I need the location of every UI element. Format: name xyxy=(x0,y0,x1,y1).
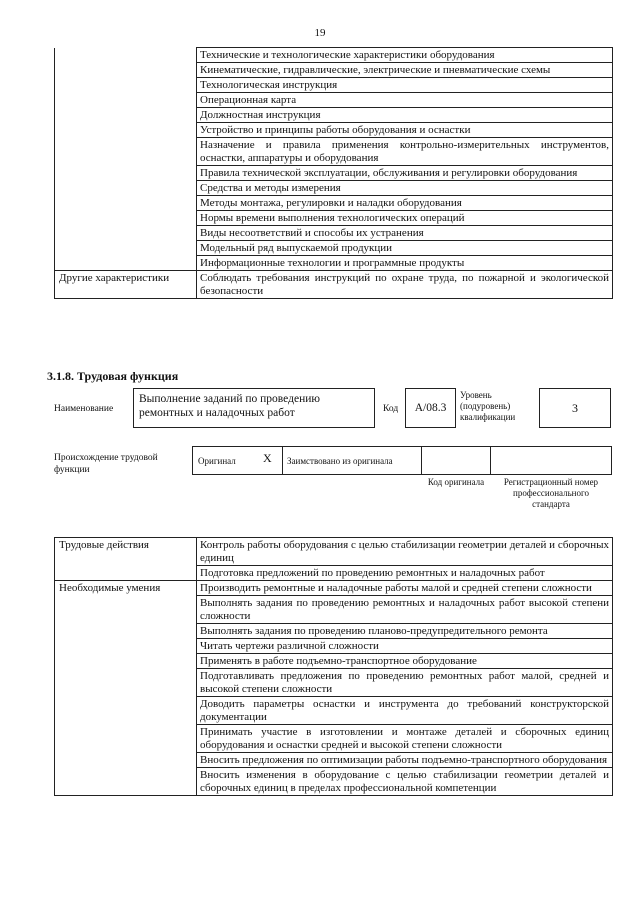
table-cell: Должностная инструкция xyxy=(197,108,613,123)
section-title: 3.1.8. Трудовая функция xyxy=(47,369,179,383)
table-row xyxy=(55,48,613,63)
table-cell: Выполнять задания по проведению ремонтных и наладочных работ высокой степени сложности xyxy=(197,596,613,624)
table-cell: Назначение и правила применения контрольно-измерительных инструментов, оснастки, аппаратуры и оборудования xyxy=(197,138,613,166)
reg-number-label: Регистрационный номер профессионального стандарта xyxy=(503,477,599,509)
table-cell: Читать чертежи различной сложности xyxy=(197,639,613,654)
origin-code-cell xyxy=(421,446,491,475)
row-category: Необходимые умения xyxy=(55,581,197,796)
origin-code-label: Код оригинала xyxy=(427,477,485,487)
actions-skills-table xyxy=(54,537,613,796)
row-category: Другие характеристики xyxy=(55,271,197,299)
name-label: Наименование xyxy=(54,404,114,414)
table-cell: Средства и методы измерения xyxy=(197,181,613,196)
table-cell: Виды несоответствий и способы их устранения xyxy=(197,226,613,241)
table-cell: Технологическая инструкция xyxy=(197,78,613,93)
row-category: Трудовые действия xyxy=(55,538,197,581)
borrowed-label: Заимствовано из оригинала xyxy=(287,456,393,466)
original-cell xyxy=(192,446,283,475)
table-cell: Вносить изменения в оборудование с целью стабилизации геометрии деталей и сборочных единиц в пределах профессиональной компетенции xyxy=(197,768,613,796)
table-cell: Доводить параметры оснастки и инструмента до требований конструкторской документации xyxy=(197,697,613,725)
table-cell: Методы монтажа, регулировки и наладки оборудования xyxy=(197,196,613,211)
table-row xyxy=(55,581,613,596)
table-row xyxy=(55,538,613,566)
name-value: Выполнение заданий по проведению ремонтных и наладочных работ xyxy=(133,388,375,428)
original-label: Оригинал xyxy=(198,456,236,466)
table-cell: Правила технической эксплуатации, обслуживания и регулировки оборудования xyxy=(197,166,613,181)
table-cell: Производить ремонтные и наладочные работы малой и средней степени сложности xyxy=(197,581,613,596)
table-cell: Выполнять задания по проведению планово-предупредительного ремонта xyxy=(197,624,613,639)
table-cell: Подготавливать предложения по проведению ремонтных работ малой, средней и высокой степени сложности xyxy=(197,669,613,697)
original-mark: X xyxy=(263,451,272,465)
table-cell: Нормы времени выполнения технологических операций xyxy=(197,211,613,226)
code-label: Код xyxy=(383,404,399,414)
table-cell: Соблюдать требования инструкций по охране труда, по пожарной и экологической безопасности xyxy=(197,271,613,299)
table-row xyxy=(55,271,613,299)
level-label: Уровень (подуровень) квалификации xyxy=(460,390,516,422)
code-value: А/08.3 xyxy=(405,388,456,428)
table-cell: Технические и технологические характеристики оборудования xyxy=(197,48,613,63)
knowledge-table xyxy=(54,47,613,299)
table-cell: Применять в работе подъемно-транспортное оборудование xyxy=(197,654,613,669)
origin-label: Происхождение трудовой функции xyxy=(54,453,158,475)
table-cell: Кинематические, гидравлические, электрические и пневматические схемы xyxy=(197,63,613,78)
level-value: 3 xyxy=(539,388,611,428)
table-cell: Устройство и принципы работы оборудования и оснастки xyxy=(197,123,613,138)
table-cell: Модельный ряд выпускаемой продукции xyxy=(197,241,613,256)
page-number: 19 xyxy=(314,27,326,39)
borrowed-cell xyxy=(282,446,422,475)
table-cell: Подготовка предложений по проведению ремонтных и наладочных работ xyxy=(197,566,613,581)
table-cell: Вносить предложения по оптимизации работы подъемно-транспортного оборудования xyxy=(197,753,613,768)
row-category xyxy=(55,48,197,271)
table-cell: Информационные технологии и программные продукты xyxy=(197,256,613,271)
table-cell: Операционная карта xyxy=(197,93,613,108)
table-cell: Контроль работы оборудования с целью стабилизации геометрии деталей и сборочных единиц xyxy=(197,538,613,566)
table-cell: Принимать участие в изготовлении и монтаже деталей и сборочных единиц оборудования и оснастки средней и высокой степени сложности xyxy=(197,725,613,753)
reg-number-cell xyxy=(490,446,612,475)
